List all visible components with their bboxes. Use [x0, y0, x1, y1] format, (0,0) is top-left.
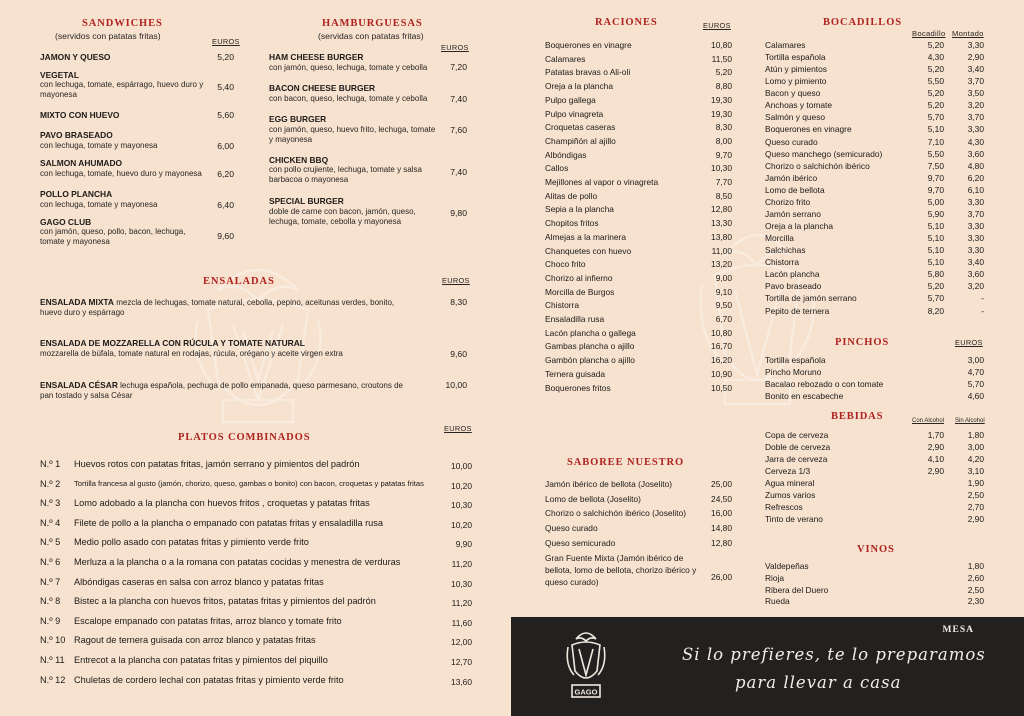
bocadillo-item-name: Lomo y pimiento — [765, 76, 827, 87]
racion-item-name: Gambón plancha o ajillo — [545, 355, 635, 366]
montado-price: 4,30 — [967, 136, 984, 147]
bebida-item-name: Zumos varios — [765, 490, 816, 500]
montado-price: 3,70 — [967, 76, 984, 87]
plato-price: 10,00 — [451, 461, 472, 471]
bocadillo-price: 4,30 — [927, 52, 944, 63]
vinos-title: VINOS — [857, 544, 895, 555]
plato-description: Bistec a la plancha con huevos fritos, patatas fritas y pimientos del padrón — [74, 596, 376, 607]
ensaladas-euros-label: EUROS — [442, 276, 470, 285]
sandwich-item-price: 5,60 — [217, 110, 234, 120]
sandwiches-subtitle: (servidos con patatas fritas) — [55, 31, 161, 41]
racion-item-price: 8,50 — [715, 190, 732, 201]
montado-price: - — [981, 305, 984, 316]
burger-item-desc: con jamón, queso, lechuga, tomate y cebolla — [269, 63, 428, 72]
saboree-item-name: Queso semicurado — [545, 538, 616, 548]
montado-price: 3,40 — [967, 257, 984, 268]
saboree-item-name: Lomo de bellota (Joselito) — [545, 494, 641, 504]
burger-item-desc: con pollo crujiente, lechuga, tomate y salsa barbacoa o mayonesa — [269, 165, 422, 184]
pincho-item-price: 5,70 — [967, 379, 984, 389]
racion-item-price: 8,30 — [715, 122, 732, 133]
gago-logo-text: GAGO — [574, 687, 598, 697]
racion-item-name: Callos — [545, 163, 569, 174]
plato-number: N.º 4 — [40, 517, 61, 528]
burger-item-name: BACON CHEESE BURGER — [269, 83, 376, 93]
plato-description: Ragout de ternera guisada con arroz blanco y patatas fritas — [74, 635, 316, 646]
mesa-label: MESA — [942, 625, 974, 635]
raciones-euros-label: EUROS — [703, 21, 731, 30]
bocadillo-item-name: Boquerones en vinagre — [765, 124, 852, 135]
plato-number: N.º 3 — [40, 498, 61, 509]
bocadillo-price: 5,00 — [927, 196, 944, 207]
sandwich-item-name: MIXTO CON HUEVO — [40, 110, 120, 120]
montado-price: 6,20 — [967, 172, 984, 183]
ensalada-item-price: 8,30 — [450, 297, 467, 307]
racion-item-name: Ensaladilla rusa — [545, 314, 605, 324]
bocadillo-item-name: Calamares — [765, 40, 806, 50]
bocadillo-item-name: Chorizo o salchichón ibérico — [765, 160, 870, 171]
sandwich-item-desc: con lechuga, tomate, huevo duro y mayonesa — [40, 169, 202, 178]
burger-item-price: 7,40 — [450, 167, 467, 177]
bocadillo-price: 5,20 — [927, 64, 944, 75]
takeaway-slogan-line2: para llevar a casa — [735, 673, 902, 692]
bocadillo-item-name: Anchoas y tomate — [765, 100, 833, 111]
racion-item-name: Chorizo al infierno — [545, 272, 613, 283]
racion-item-name: Morcilla de Burgos — [545, 286, 615, 297]
bebida-sin-alcohol-price: 3,10 — [967, 466, 984, 476]
racion-item-name: Chopitos fritos — [545, 218, 599, 229]
racion-item-name: Champiñón al ajillo — [545, 135, 616, 146]
montado-price: 3,30 — [967, 221, 984, 232]
bocadillo-price: 9,70 — [927, 172, 944, 183]
bocadillo-item-name: Queso curado — [765, 136, 818, 147]
racion-item-name: Albóndigas — [545, 149, 587, 160]
montado-price: 3,50 — [967, 88, 984, 99]
burger-item-name: CHICKEN BBQ — [269, 155, 329, 165]
bebida-con-alcohol-price: 2,90 — [927, 442, 944, 452]
bocadillo-item-name: Atún y pimientos — [765, 64, 827, 75]
ensalada-item-name: ENSALADA DE MOZZARELLA CON RÚCULA Y TOMATE NATURAL — [40, 338, 305, 348]
bocadillo-item-name: Lacón plancha — [765, 269, 820, 280]
bocadillo-item-name: Chistorra — [765, 257, 799, 268]
plato-number: N.º 6 — [40, 557, 61, 567]
plato-description: Huevos rotos con patatas fritas, jamón serrano y pimientos del padrón — [74, 459, 360, 469]
racion-item-name: Calamares — [545, 53, 586, 64]
bocadillo-item-name: Pepito de ternera — [765, 305, 830, 316]
racion-item-name: Choco frito — [545, 259, 586, 270]
bocadillo-price: 5,20 — [927, 40, 944, 50]
sandwich-item-price: 6,00 — [217, 141, 234, 151]
pincho-item-name: Pincho Moruno — [765, 367, 822, 377]
sandwich-item-price: 6,40 — [217, 200, 234, 210]
montado-price: 3,60 — [967, 148, 984, 159]
burger-item-name: HAM CHEESE BURGER — [269, 52, 364, 62]
racion-item-name: Lacón plancha o gallega — [545, 327, 636, 338]
vino-item-name: Rioja — [765, 572, 785, 583]
burger-item-price: 9,80 — [450, 208, 467, 218]
plato-price: 10,20 — [451, 519, 472, 530]
montado-price: 6,10 — [967, 184, 984, 195]
montado-price: 3,40 — [967, 64, 984, 75]
plato-price: 11,20 — [451, 598, 472, 609]
ensalada-item-name: ENSALADA CÉSAR — [40, 380, 118, 390]
montado-price: 4,80 — [967, 160, 984, 171]
bebidas-title: BEBIDAS — [831, 411, 884, 422]
bebida-item-name: Agua mineral — [765, 478, 815, 488]
bocadillo-item-name: Tortilla española — [765, 52, 826, 63]
vino-item-name: Ribera del Duero — [765, 584, 829, 595]
bebidas-col2-label: Sin Alcohol — [955, 418, 985, 424]
pincho-item-price: 3,00 — [967, 355, 984, 365]
racion-item-name: Chanquetes con huevo — [545, 245, 632, 256]
saboree-item-price: 16,00 — [711, 508, 732, 518]
sandwich-item-name: GAGO CLUB — [40, 217, 92, 227]
vino-item-price: 2,30 — [967, 596, 984, 607]
racion-item-name: Almejas a la marinera — [545, 231, 626, 242]
bebida-con-alcohol-price: 2,90 — [927, 466, 944, 476]
plato-description: Filete de pollo a la plancha o empanado con patatas fritas y ensaladilla rusa — [74, 517, 383, 528]
bocadillo-item-name: Salmón y queso — [765, 112, 826, 123]
gago-logo — [564, 627, 608, 705]
bocadillos-title: BOCADILLOS — [823, 17, 903, 28]
ensalada-item — [40, 297, 410, 318]
montado-price: 3,70 — [967, 208, 984, 219]
saboree-item-name: Queso curado — [545, 523, 598, 533]
racion-item-price: 8,80 — [715, 81, 732, 92]
bebida-sin-alcohol-price: 2,90 — [967, 514, 984, 524]
plato-price: 12,70 — [451, 657, 472, 667]
montado-price: 3,30 — [967, 245, 984, 256]
racion-item-name: Pulpo vinagreta — [545, 108, 604, 119]
vino-item-price: 1,80 — [967, 561, 984, 571]
plato-number: N.º 11 — [40, 655, 65, 665]
plato-number: N.º 1 — [40, 459, 61, 469]
plato-number: N.º 12 — [40, 674, 66, 685]
bocadillo-item-name: Jamón serrano — [765, 208, 821, 219]
racion-item-name: Pulpo gallega — [545, 94, 596, 105]
ensalada-item-desc: lechuga española, pechuga de pollo empanada, queso parmesano, croutons de pan tostado y salsa César — [40, 381, 403, 400]
plato-description: Chuletas de cordero lechal con patatas fritas y pimiento verde frito — [74, 674, 344, 685]
bebidas-col1-label: Con Alcohol — [912, 418, 945, 424]
bocadillo-price: 8,20 — [927, 305, 944, 316]
sandwich-item-name: JAMON Y QUESO — [40, 52, 111, 62]
montado-price: 2,90 — [967, 52, 984, 63]
racion-item-name: Oreja a la plancha — [545, 81, 613, 92]
sandwich-item-name: VEGETAL — [40, 70, 79, 80]
racion-item-price: 9,10 — [715, 286, 732, 297]
burger-item-desc: con bacon, queso, lechuga, tomate y cebolla — [269, 94, 428, 103]
hamburguesas-title: HAMBURGUESAS — [322, 18, 423, 29]
sandwich-item-desc: con jamón, queso, pollo, bacon, lechuga, tomate y mayonesa — [40, 227, 186, 246]
saboree-item-name: Jamón ibérico de bellota (Joselito) — [545, 479, 673, 489]
sandwich-item-name: SALMON AHUMADO — [40, 158, 123, 168]
bocadillos-col1-label: Bocadillo — [912, 29, 946, 38]
bocadillo-price: 7,10 — [927, 136, 944, 147]
racion-item-name: Alitas de pollo — [545, 190, 598, 201]
sandwich-item-price: 9,60 — [217, 231, 234, 241]
bebida-sin-alcohol-price: 2,50 — [967, 490, 984, 500]
plato-description: Medio pollo asado con patatas fritas y pimiento verde frito — [74, 537, 309, 548]
bocadillo-item-name: Bacon y queso — [765, 88, 821, 99]
burger-item-price: 7,40 — [450, 94, 467, 104]
bocadillo-price: 5,80 — [927, 269, 944, 280]
racion-item-price: 11,50 — [711, 53, 732, 64]
plato-description: Entrecot a la plancha con patatas fritas y pimientos del piquillo — [74, 655, 328, 665]
plato-number: N.º 8 — [40, 596, 61, 607]
raciones-title: RACIONES — [595, 17, 658, 28]
bebida-sin-alcohol-price: 3,00 — [967, 442, 984, 452]
plato-price: 10,30 — [451, 500, 472, 511]
burger-item-name: SPECIAL BURGER — [269, 196, 344, 206]
ensalada-item — [40, 380, 410, 401]
plato-price: 12,00 — [451, 637, 472, 648]
montado-price: 3,20 — [967, 281, 984, 292]
platos-euros-label: EUROS — [444, 424, 472, 433]
racion-item-price: 9,50 — [715, 300, 732, 311]
sandwiches-euros-label: EUROS — [212, 37, 240, 46]
bebida-sin-alcohol-price: 1,90 — [967, 478, 984, 488]
sandwich-item-price: 6,20 — [217, 169, 234, 179]
plato-number: N.º 2 — [40, 478, 61, 489]
racion-item-name: Patatas bravas o Ali-oli — [545, 67, 631, 78]
bebida-item-name: Jarra de cerveza — [765, 454, 828, 464]
montado-price: 3,30 — [967, 233, 984, 244]
plato-price: 11,20 — [451, 559, 472, 569]
bebida-con-alcohol-price: 1,70 — [927, 430, 944, 440]
racion-item-name: Ternera guisada — [545, 368, 606, 379]
bocadillo-item-name: Salchichas — [765, 245, 806, 256]
racion-item-price: 10,30 — [711, 163, 732, 174]
pincho-item-name: Bacalao rebozado o con tomate — [765, 379, 884, 389]
plato-price: 10,20 — [451, 480, 472, 491]
burger-item-desc: doble de carne con bacon, jamón, queso, lechuga, tomate, cebolla y mayonesa — [269, 207, 416, 226]
racion-item-price: 9,00 — [715, 272, 732, 283]
racion-item-price: 10,90 — [711, 368, 732, 379]
bocadillo-item-name: Lomo de bellota — [765, 184, 825, 195]
montado-price: 3,70 — [967, 112, 984, 123]
montado-price: 3,30 — [967, 124, 984, 135]
montado-price: 3,30 — [967, 40, 984, 50]
sandwich-item-price: 5,40 — [217, 82, 234, 92]
bocadillo-price: 5,50 — [927, 148, 944, 159]
montado-price: 3,60 — [967, 269, 984, 280]
plato-price: 13,60 — [451, 676, 472, 687]
pinchos-euros-label: EUROS — [955, 338, 983, 347]
racion-item-price: 13,30 — [711, 218, 732, 229]
pinchos-title: PINCHOS — [835, 337, 890, 348]
racion-item-name: Sepia a la plancha — [545, 204, 614, 215]
burger-item-desc: con jamón, queso, huevo frito, lechuga, tomate y mayonesa — [269, 125, 436, 144]
plato-price: 9,90 — [455, 539, 472, 550]
plato-price: 11,60 — [451, 617, 472, 628]
ensalada-item-price: 10,00 — [445, 380, 467, 390]
burger-item-name: EGG BURGER — [269, 114, 327, 124]
montado-price: 3,30 — [967, 196, 984, 207]
saboree-item-price: 14,80 — [711, 523, 732, 533]
sandwich-item-desc: con lechuga, tomate, espárrago, huevo duro y mayonesa — [40, 80, 204, 99]
racion-item-name: Chistorra — [545, 300, 579, 311]
bocadillo-price: 5,10 — [927, 245, 944, 256]
racion-item-price: 10,80 — [711, 327, 732, 338]
saboree-title: SABOREE NUESTRO — [567, 457, 685, 468]
bebida-sin-alcohol-price: 1,80 — [967, 430, 984, 440]
bocadillo-item-name: Jamón ibérico — [765, 172, 818, 183]
bebida-sin-alcohol-price: 2,70 — [967, 502, 984, 512]
bebida-item-name: Tinto de verano — [765, 514, 823, 524]
bocadillo-price: 5,70 — [927, 112, 944, 123]
racion-item-name: Boquerones fritos — [545, 382, 611, 393]
pincho-item-price: 4,70 — [967, 367, 984, 377]
racion-item-price: 16,20 — [711, 355, 732, 366]
racion-item-name: Mejillones al vapor o vinagreta — [545, 177, 659, 187]
bocadillo-price: 5,20 — [927, 281, 944, 292]
sandwich-item-price: 5,20 — [217, 52, 234, 62]
plato-number: N.º 5 — [40, 537, 61, 548]
plato-number: N.º 9 — [40, 615, 61, 626]
racion-item-price: 12,80 — [711, 204, 732, 215]
racion-item-name: Croquetas caseras — [545, 122, 616, 133]
bebida-item-name: Refrescos — [765, 502, 803, 512]
plato-number: N.º 10 — [40, 635, 66, 646]
sandwich-item-name: POLLO PLANCHA — [40, 189, 113, 199]
bocadillo-price: 5,70 — [927, 293, 944, 304]
racion-item-price: 16,70 — [711, 341, 732, 352]
bocadillo-item-name: Queso manchego (semicurado) — [765, 148, 883, 159]
takeaway-banner — [511, 617, 1024, 716]
vino-item-name: Valdepeñas — [765, 561, 809, 571]
plato-number: N.º 7 — [40, 576, 61, 587]
montado-price: - — [981, 293, 984, 304]
bocadillo-price: 5,10 — [927, 124, 944, 135]
vino-item-name: Rueda — [765, 596, 790, 607]
pincho-item-price: 4,60 — [967, 391, 984, 401]
montado-price: 3,20 — [967, 100, 984, 111]
vino-item-price: 2,60 — [967, 572, 984, 583]
racion-item-price: 7,70 — [715, 177, 732, 187]
hamburguesas-euros-label: EUROS — [441, 43, 469, 52]
hamburguesas-subtitle: (servidas con patatas fritas) — [318, 31, 424, 41]
bocadillo-item-name: Chorizo frito — [765, 196, 811, 207]
racion-item-price: 13,20 — [711, 259, 732, 270]
bocadillo-price: 5,10 — [927, 221, 944, 232]
bocadillos-col2-label: Montado — [952, 29, 984, 38]
bebida-sin-alcohol-price: 4,20 — [967, 454, 984, 464]
plato-description: Merluza a la plancha o a la romana con patatas cocidas y menestra de verduras — [74, 557, 401, 567]
sandwich-item-desc: con lechuga, tomate y mayonesa — [40, 200, 158, 209]
racion-item-name: Gambas plancha o ajillo — [545, 341, 635, 352]
bocadillo-item-name: Pavo braseado — [765, 281, 822, 292]
bocadillo-price: 5,50 — [927, 76, 944, 87]
bebida-con-alcohol-price: 4,10 — [927, 454, 944, 464]
bebida-item-name: Doble de cerveza — [765, 442, 831, 452]
racion-item-price: 10,50 — [711, 382, 732, 393]
bocadillo-price: 7,50 — [927, 160, 944, 171]
racion-item-price: 10,80 — [711, 40, 732, 50]
racion-item-price: 11,00 — [711, 245, 732, 256]
racion-item-price: 13,80 — [711, 231, 732, 242]
racion-item-price: 5,20 — [715, 67, 732, 78]
sandwiches-title: SANDWICHES — [82, 18, 163, 29]
plato-description: Albóndigas caseras en salsa con arroz blanco y patatas fritas — [74, 576, 324, 587]
saboree-item-name: Gran Fuente Mixta (Jamón ibérico de bellota, lomo de bellota, chorizo ibérico y queso curado) — [545, 553, 697, 587]
racion-item-price: 19,30 — [711, 94, 732, 105]
sandwich-item-desc: con lechuga, tomate y mayonesa — [40, 141, 158, 150]
racion-item-price: 9,70 — [715, 149, 732, 160]
saboree-item-price: 24,50 — [711, 494, 732, 504]
sandwich-item-name: PAVO BRASEADO — [40, 130, 113, 140]
bocadillo-item-name: Morcilla — [765, 233, 794, 244]
bocadillo-item-name: Oreja a la plancha — [765, 221, 833, 232]
ensalada-item-desc: mezcla de lechugas, tomate natural, cebolla, pepino, aceitunas verdes, bonito, huevo duro y espárrago — [40, 298, 395, 317]
racion-item-price: 6,70 — [715, 314, 732, 324]
saboree-item-price: 12,80 — [711, 538, 732, 548]
bocadillo-price: 5,20 — [927, 88, 944, 99]
bebida-item-name: Copa de cerveza — [765, 430, 829, 440]
saboree-item-price: 25,00 — [711, 479, 732, 489]
plato-description: Lomo adobado a la plancha con huevos fritos , croquetas y patatas fritas — [74, 498, 370, 509]
ensaladas-title: ENSALADAS — [203, 276, 275, 287]
saboree-item-name: Chorizo o salchichón ibérico (Joselito) — [545, 508, 687, 518]
racion-item-price: 8,00 — [715, 135, 732, 146]
ensalada-item-price: 9,60 — [450, 349, 467, 359]
racion-item-name: Boquerones en vinagre — [545, 40, 632, 50]
plato-description: Tortilla francesa al gusto (jamón, chorizo, queso, gambas o bonito) con bacon, croquetas y patatas fritas — [74, 478, 424, 488]
pincho-item-name: Tortilla española — [765, 355, 826, 365]
platos-title: PLATOS COMBINADOS — [178, 432, 311, 443]
burger-item-price: 7,60 — [450, 125, 467, 135]
bocadillo-price: 5,10 — [927, 257, 944, 268]
bocadillo-price: 5,10 — [927, 233, 944, 244]
racion-item-price: 19,30 — [711, 108, 732, 119]
saboree-item-price: 26,00 — [711, 572, 732, 582]
bocadillo-item-name: Tortilla de jamón serrano — [765, 293, 857, 304]
ensalada-item-name: ENSALADA MIXTA — [40, 297, 114, 307]
bebida-item-name: Cerveza 1/3 — [765, 466, 811, 476]
bocadillo-price: 5,20 — [927, 100, 944, 111]
plato-description: Escalope empanado con patatas fritas, arroz blanco y tomate frito — [74, 615, 342, 626]
bocadillo-price: 5,90 — [927, 208, 944, 219]
takeaway-slogan-line1: Si lo prefieres, te lo preparamos — [682, 645, 986, 664]
ensalada-item-desc: mozzarella de búfala, tomate natural en rodajas, rúcula, orégano y aceite virgen extra — [40, 349, 343, 358]
burger-item-price: 7,20 — [450, 62, 467, 72]
plato-price: 10,30 — [451, 578, 472, 589]
pincho-item-name: Bonito en escabeche — [765, 391, 844, 401]
vino-item-price: 2,50 — [967, 584, 984, 595]
bocadillo-price: 9,70 — [927, 184, 944, 195]
